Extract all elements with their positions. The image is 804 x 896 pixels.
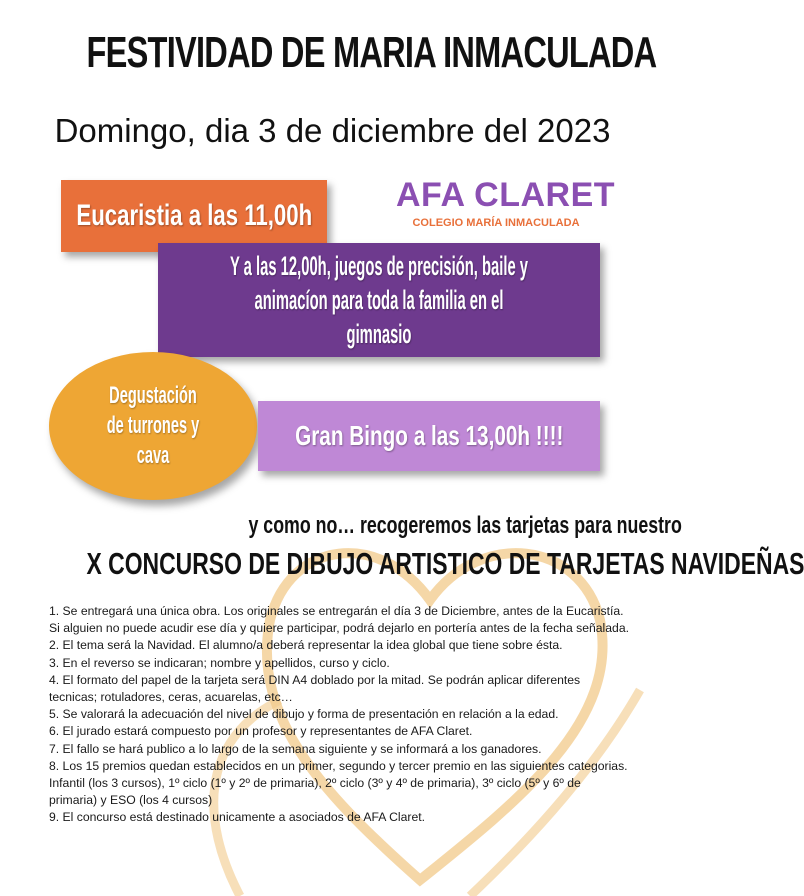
bingo-label: Gran Bingo a las 13,00h !!!!	[294, 420, 564, 451]
afa-claret-logo	[396, 176, 616, 229]
logo-name: AFA CLARET	[396, 176, 616, 214]
eucaristia-box	[61, 180, 327, 252]
rule-item: 1. Se entregará una única obra. Los originales se entregarán el día 3 de Diciembre, antes de la Eucaristía. Si alguien no puede acudir ese día y quiere participar, podrá dejarlo en portería antes de la fecha señalada.	[49, 604, 629, 636]
juegos-label	[172, 249, 586, 351]
rule-item: 3. En el reverso se indicaran; nombre y apellidos, curso y ciclo.	[49, 655, 390, 670]
degustacion-line-1: Degustación	[109, 382, 197, 409]
rule-item: 4. El formato del papel de la tarjeta será DIN A4 doblado por la mitad. Se podrán aplicar diferentes tecnicas; rotuladores, ceras, acuarelas, etc…	[49, 672, 581, 705]
rule-item: 7. El fallo se hará publico a lo largo de la semana siguiente y se informará a los ganadores.	[49, 741, 542, 756]
logo-subtitle: COLEGIO MARÍA INMACULADA	[412, 217, 580, 229]
degustacion-label	[75, 381, 231, 471]
degustacion-circle	[49, 352, 257, 500]
rule-item: 5. Se valorará la adecuación del nivel de dibujo y forma de presentación en relación a la edad.	[49, 707, 559, 722]
rules-list	[49, 603, 629, 827]
eucaristia-label: Eucaristia a las 11,00h	[76, 199, 312, 232]
rule-item: 8. Los 15 premios quedan establecidos en un primer, segundo y tercer premio en las siguientes categorias. Infantil (los 3 cursos), 1º ciclo (1º y 2º de primaria), 2º ciclo (3º y 4º de primaria), 3º ciclo (5º y 6º de primaria) y ESO (los 4 cursos)	[49, 758, 628, 808]
juegos-line-2: animacíon para toda la familia en el gimnasio	[254, 285, 504, 349]
concurso-title: X CONCURSO DE DIBUJO ARTISTICO DE TARJETAS NAVIDEÑAS	[86, 546, 804, 581]
rule-item: 9. El concurso está destinado unicamente a asociados de AFA Claret.	[49, 810, 426, 825]
bingo-box	[258, 401, 600, 471]
degustacion-line-2: de turrones y	[106, 412, 200, 439]
event-date: Domingo, dia 3 de diciembre del 2023	[54, 112, 611, 149]
page-title: FESTIVIDAD DE MARIA INMACULADA	[86, 28, 657, 77]
degustacion-line-3: cava	[136, 442, 170, 469]
juegos-box	[158, 243, 600, 357]
rule-item: 2. El tema será la Navidad. El alumno/a deberá representar la idea global que tiene sobre ésta.	[49, 638, 563, 653]
concurso-intro: y como no… recogeremos las tarjetas para nuestro	[248, 512, 682, 539]
juegos-line-1: Y a las 12,00h, juegos de precisión, baile y	[229, 251, 529, 281]
rule-item: 6. El jurado estará compuesto por un profesor y representantes de AFA Claret.	[49, 724, 473, 739]
